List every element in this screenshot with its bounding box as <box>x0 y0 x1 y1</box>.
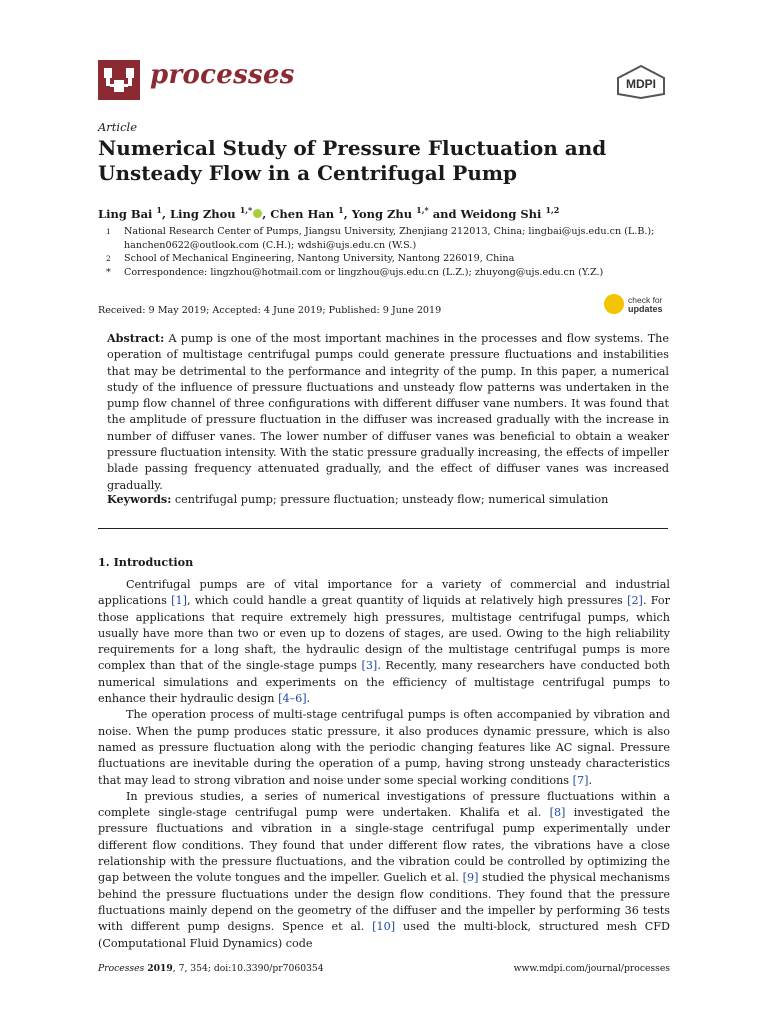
author-name: Ling Zhou <box>170 206 236 221</box>
check-updates-button[interactable] <box>604 294 674 316</box>
paragraph-text: . <box>588 773 593 787</box>
paragraph <box>98 577 670 707</box>
check-updates-icon <box>604 294 624 314</box>
author-name: Yong Zhu <box>351 206 413 221</box>
journal-logo-icon <box>98 60 140 100</box>
section-divider <box>98 528 668 529</box>
affiliation-item <box>98 252 678 266</box>
paragraph-text: used the multi-block, structured mesh CFD (Computational Fluid Dynamics) code <box>98 920 670 950</box>
footer-journal: Processes <box>98 963 145 974</box>
paragraph-text: studied the physical mechanisms behind the pressure fluctuations under the design flow conditions. They found that the pressure fluctuations mainly depend on the geometry of the diffuser and the impeller by performing 36 tests with different pump designs. Spence et al. <box>98 871 670 934</box>
author-list: Ling Bai $^1$, Ling Zhou $^{1,*}$ , Chen Han $^1$, Yong Zhu $^{1,*}$ and Weidong Shi $^{1,2}$ <box>98 205 560 221</box>
section-body <box>98 577 670 952</box>
paragraph-text: . <box>306 692 311 706</box>
orcid-icon[interactable] <box>253 209 262 218</box>
paragraph <box>98 789 670 952</box>
journal-name: processes <box>150 60 295 90</box>
footer-url[interactable]: www.mdpi.com/journal/processes <box>513 963 670 974</box>
svg-text:MDPI: MDPI <box>626 77 656 91</box>
paragraph-text: . Recently, many researchers have conducted both numerical simulations and experiments on the efficiency of multistage centrifugal pumps to enhance their hydraulic design <box>98 659 671 706</box>
paragraph-text: Centrifugal pumps are of vital importance for a variety of commercial and industrial applications <box>98 578 670 608</box>
mdpi-logo-icon <box>614 64 668 100</box>
section-heading: 1. Introduction <box>98 555 194 569</box>
paragraph-text: investigated the pressure fluctuations and vibration in a single-stage centrifugal pump experimentally under different flow conditions. They found that under different flow rates, the vibrations have a close relationship with the pressure fluctuations, and the vibration could be controlled by optimizing the gap between the volute tongues and the impeller. Guelich et al. <box>98 806 670 885</box>
paragraph-text: . For those applications that require extremely high pressures, multistage centrifugal pumps, which usually have more than two or even up to dozens of stages, are used. Owing to the high reliability requirements for a long shaft, the hydraulic design of the multistage centrifugal pumps is more complex than that of the single-stage pumps <box>98 594 670 673</box>
affiliation-mark: 1 <box>106 227 111 236</box>
paragraph <box>98 707 670 788</box>
author-name: Weidong Shi <box>460 206 542 221</box>
author-name: Ling Bai <box>98 206 153 221</box>
abstract <box>107 330 669 494</box>
abstract-text: A pump is one of the most important machines in the processes and flow systems. The operation of multistage centrifugal pumps could generate pressure fluctuations and instabilities that may be detrimental to the performance and integrity of the pump. In this paper, a numerical study of the influence of pressure fluctuations and unsteady flow patterns was undertaken in the pump flow channel of three configurations with different diffuser vane numbers. It was found that the amplitude of pressure fluctuation in the diffuser was increased gradually with the increase in number of diffuser vanes. The lower number of diffuser vanes was beneficial to obtain a weaker pressure fluctuation intensity. With the static pressure gradually increasing, the effects of impeller blade passing frequency attenuated gradually, and the effect of diffuser vanes was increased gradually. <box>107 332 669 492</box>
affiliation-text: National Research Center of Pumps, Jiangsu University, Zhenjiang 212013, China; lingbai@ujs.edu.cn (L.B.); hanchen0622@outlook.com (C.H.); wdshi@ujs.edu.cn (W.S.) <box>124 226 655 251</box>
title-line: Unsteady Flow in a Centrifugal Pump <box>98 161 518 185</box>
check-updates-label: updates <box>628 304 663 314</box>
paper-title <box>98 136 678 186</box>
author-affil-mark: 1,* <box>239 205 253 215</box>
correspondence-item <box>98 266 678 280</box>
check-updates-label: check for <box>628 295 663 305</box>
citation-link[interactable]: [1] <box>171 594 187 608</box>
footer-year: 2019 <box>147 963 173 974</box>
affiliation-text: School of Mechanical Engineering, Nantong University, Nantong 226019, China <box>124 253 515 264</box>
article-type: Article <box>98 120 138 134</box>
keywords <box>107 492 669 506</box>
publication-dates: Received: 9 May 2019; Accepted: 4 June 2019; Published: 9 June 2019 <box>98 305 442 316</box>
affiliation-mark: 2 <box>106 254 111 263</box>
footer-details: , 7, 354; doi:10.3390/pr7060354 <box>172 963 324 974</box>
author-affil-mark: 1,2 <box>545 205 560 215</box>
paragraph-text: In previous studies, a series of numerical investigations of pressure fluctuations within a complete single-stage centrifugal pump were undertaken. Khalifa et al. <box>98 789 670 820</box>
author-affil-mark: 1,* <box>416 205 429 215</box>
affiliations <box>98 225 678 279</box>
keywords-label: Keywords: <box>107 492 172 506</box>
paragraph-text: , which could handle a great quantity of liquids at relatively high pressures <box>186 594 628 608</box>
keywords-text: centrifugal pump; pressure fluctuation; unsteady flow; numerical simulation <box>174 493 609 506</box>
citation-link[interactable]: [10] <box>372 920 396 934</box>
affiliation-item <box>98 225 678 252</box>
author-affil-mark: 1 <box>338 205 344 215</box>
correspondence-text: Correspondence: lingzhou@hotmail.com or lingzhou@ujs.edu.cn (L.Z.); zhuyong@ujs.edu.cn (Y.Z.) <box>124 266 604 278</box>
citation-link[interactable]: [4–6] <box>278 692 307 706</box>
footer-citation <box>98 963 324 974</box>
author-conjunction: and <box>432 206 457 221</box>
citation-link[interactable]: [2] <box>627 594 643 608</box>
author-name: Chen Han <box>270 206 335 221</box>
citation-link[interactable]: [7] <box>572 773 589 787</box>
author-affil-mark: 1 <box>156 205 162 215</box>
affiliation-mark: * <box>106 266 111 278</box>
paragraph-text: The operation process of multi-stage centrifugal pumps is often accompanied by vibration and noise. When the pump produces static pressure, it also produces dynamic pressure, which is also named as pressure fluctuation along with the periodic changing features like AC signal. Pressure fluctuations are inevitable during the operation of a pump, having strong unsteady characteristics that may lead to strong vibration and noise under some special working conditions <box>98 708 670 787</box>
abstract-label: Abstract: <box>107 331 165 345</box>
citation-link[interactable]: [9] <box>462 871 479 885</box>
citation-link[interactable]: [3] <box>361 659 378 673</box>
title-line: Numerical Study of Pressure Fluctuation and <box>98 136 607 160</box>
citation-link[interactable]: [8] <box>549 806 566 820</box>
